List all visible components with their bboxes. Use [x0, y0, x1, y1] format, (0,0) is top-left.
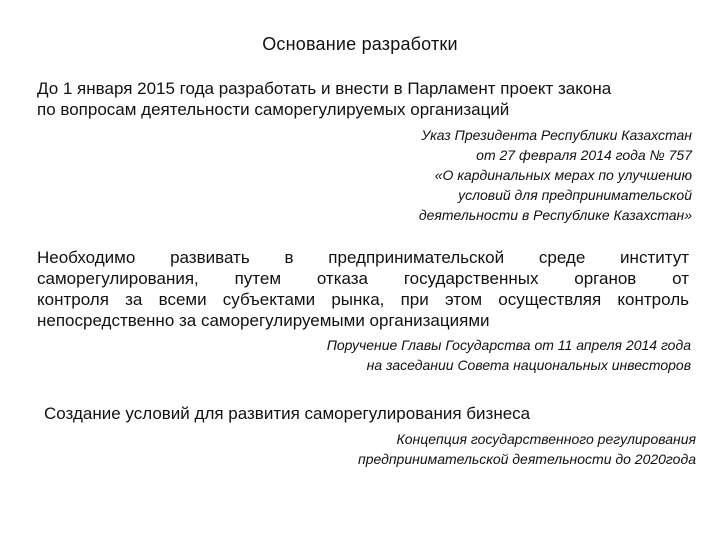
statement-3-line-1: Создание условий для развития саморегулирования бизнеса: [44, 404, 531, 423]
statement-1-line-2: по вопросам деятельности саморегулируемых организаций: [37, 100, 510, 119]
statement-block-3: [44, 403, 696, 424]
statement-2-line-4: непосредственно за саморегулируемыми организациями: [37, 311, 490, 330]
citation-1-line-1: Указ Президента Республики Казахстан: [421, 127, 692, 143]
citation-block-2: [327, 335, 691, 375]
citation-2-line-1: Поручение Главы Государства от 11 апреля 2014 года: [326, 337, 691, 353]
citation-1-line-2: от 27 февраля 2014 года № 757: [476, 147, 692, 163]
citation-block-1: [419, 125, 692, 225]
statement-block-1: [37, 78, 689, 120]
citation-2-line-2: на заседании Совета национальных инвесторов: [366, 357, 691, 373]
citation-block-3: [358, 429, 696, 469]
citation-1-line-5: деятельности в Республике Казахстан»: [418, 207, 692, 223]
citation-3-line-2: предпринимательской деятельности до 2020года: [357, 451, 696, 467]
slide-title: Основание разработки: [262, 34, 458, 54]
citation-3-line-1: Концепция государственного регулирования: [396, 431, 696, 447]
statement-2-line-2: саморегулирования, путем отказа государственных органов от: [37, 269, 689, 288]
statement-2-line-3: контроля за всеми субъектами рынка, при этом осуществляя контроль: [37, 290, 689, 309]
citation-1-line-4: условий для предпринимательской: [458, 187, 692, 203]
citation-1-line-3: «О кардинальных мерах по улучшению: [434, 167, 692, 183]
statement-1-line-1: До 1 января 2015 года разработать и внести в Парламент проект закона: [37, 79, 612, 98]
statement-block-2: [37, 247, 689, 331]
statement-2-line-1: Необходимо развивать в предпринимательской среде институт: [37, 248, 689, 267]
